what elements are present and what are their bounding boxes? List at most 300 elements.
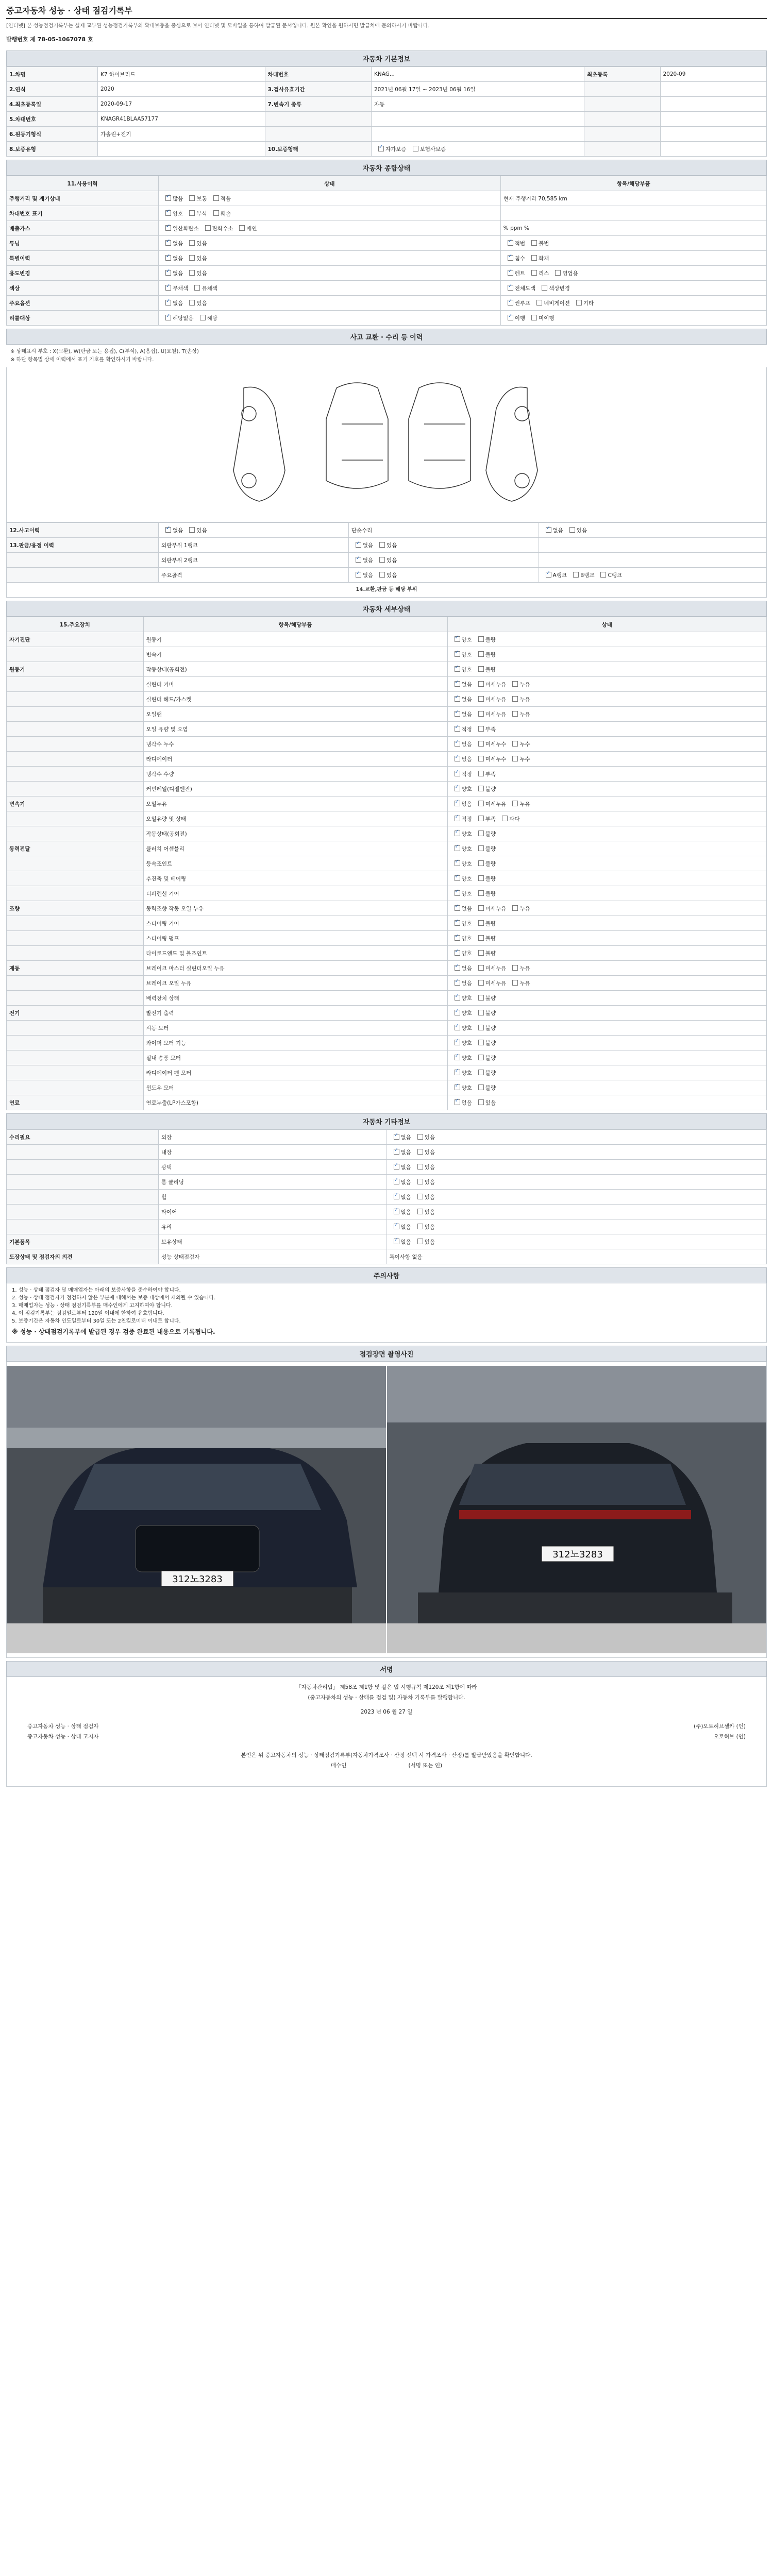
option-label: C랭크	[608, 572, 623, 579]
checkbox-icon	[546, 572, 551, 578]
table-cell	[7, 1145, 159, 1160]
table-cell: 브레이크 오일 누유	[143, 976, 447, 991]
option	[474, 1024, 496, 1032]
option	[209, 195, 231, 202]
checkbox-icon	[546, 527, 551, 533]
checkbox-icon	[455, 875, 460, 881]
checkbox-icon	[455, 771, 460, 776]
table-cell	[348, 553, 539, 568]
option-label: 이행	[514, 315, 526, 321]
option-label: 있음	[386, 542, 397, 549]
option-label: 양호	[461, 920, 472, 927]
option-label: 누수	[519, 741, 530, 748]
option	[413, 1163, 435, 1171]
checkbox-icon	[165, 240, 171, 246]
option	[413, 1178, 435, 1186]
option	[374, 145, 407, 153]
option	[375, 541, 397, 549]
option-label: 없음	[173, 527, 183, 534]
option	[450, 890, 472, 897]
table-cell	[447, 1065, 767, 1080]
option	[450, 950, 472, 957]
checkbox-icon	[478, 831, 484, 836]
option-label: 불량	[485, 920, 496, 927]
checkbox-icon	[417, 1194, 423, 1199]
checkbox-icon	[394, 1149, 399, 1155]
checkbox-icon	[455, 1010, 460, 1015]
option	[390, 1238, 411, 1246]
table-cell	[584, 112, 661, 127]
option-label: 양호	[461, 1055, 472, 1061]
table-cell: 용도변경	[7, 266, 159, 281]
option	[508, 755, 530, 763]
option	[413, 1223, 435, 1231]
table-row	[7, 976, 767, 991]
option	[474, 920, 496, 927]
checkbox-icon	[455, 696, 460, 702]
table-cell: 주요골격	[159, 568, 349, 583]
table-cell	[265, 112, 372, 127]
option-label: 적정	[461, 816, 472, 822]
option-label: 무채색	[173, 285, 189, 292]
table-row	[7, 901, 767, 916]
option	[450, 935, 472, 942]
option-label: 미세누유	[485, 980, 507, 987]
table-row	[7, 1205, 767, 1219]
table-cell	[447, 632, 767, 647]
checkbox-icon	[478, 920, 484, 926]
inspection-document	[6, 0, 767, 1787]
table-row	[7, 206, 767, 221]
option-label: 기타	[583, 300, 594, 307]
option	[498, 815, 519, 823]
option-label: 네비게이션	[544, 300, 570, 307]
checkbox-icon	[417, 1149, 423, 1155]
option-label: 미세누수	[485, 741, 507, 748]
sign-box	[6, 1677, 767, 1787]
option-label: 없음	[173, 255, 183, 262]
option	[161, 269, 183, 277]
option	[161, 255, 183, 262]
table-cell	[447, 782, 767, 796]
checkbox-icon	[455, 681, 460, 687]
option-label: A랭크	[552, 572, 567, 579]
option-label: 있음	[196, 240, 207, 247]
table-cell	[447, 647, 767, 662]
option-label: 영업용	[562, 270, 578, 277]
receipt-text: 본인은 위 중고자동차의 성능 · 상태점검기록부(자동차가격조사 · 산정 선택 시 가격조사 · 산정)를 발급받았음을 확인합니다.	[241, 1752, 532, 1758]
table-cell	[7, 946, 144, 961]
option	[390, 1148, 411, 1156]
option	[190, 284, 217, 292]
option-label: B랭크	[580, 572, 595, 579]
table-cell: 연료	[7, 1095, 144, 1110]
checkbox-icon	[478, 1025, 484, 1030]
option-label: 누유	[519, 980, 530, 987]
option	[390, 1223, 411, 1231]
checkbox-icon	[508, 240, 513, 246]
option-label: 적정	[461, 771, 472, 777]
option-label: 미세누유	[485, 681, 507, 688]
table-cell	[447, 1080, 767, 1095]
table-cell	[447, 1050, 767, 1065]
option	[474, 755, 507, 763]
checkbox-icon	[455, 741, 460, 747]
table-cell: 변속기	[7, 796, 144, 811]
table-cell	[447, 841, 767, 856]
checkbox-icon	[478, 756, 484, 761]
checkbox-icon	[478, 801, 484, 806]
checkbox-icon	[478, 875, 484, 881]
table-row	[7, 568, 767, 583]
table-cell: 실내 송풍 모터	[143, 1050, 447, 1065]
option-label: 훼손	[220, 210, 231, 217]
table-row	[7, 251, 767, 266]
table-cell	[539, 538, 767, 553]
checkbox-icon	[455, 831, 460, 836]
checkbox-icon	[455, 890, 460, 896]
table-cell: 3.검사유효기간	[265, 82, 372, 97]
checkbox-icon	[478, 950, 484, 956]
table-cell	[7, 991, 144, 1006]
table-cell: 자동	[372, 97, 584, 112]
table-cell	[539, 568, 767, 583]
option-label: 없음	[173, 300, 183, 307]
option	[161, 225, 199, 232]
table-row	[7, 722, 767, 737]
table-row	[7, 112, 767, 127]
table-cell	[500, 236, 766, 251]
table-cell: 타이로드엔드 및 볼조인트	[143, 946, 447, 961]
option-label: 없음	[461, 711, 472, 718]
table-cell	[447, 722, 767, 737]
option	[503, 284, 536, 292]
table-cell: 2020-09-17	[98, 97, 265, 112]
table-cell: KNAGR41BLAA57177	[98, 112, 265, 127]
checkbox-icon	[165, 210, 171, 216]
checkbox-icon	[379, 557, 385, 563]
table-cell	[7, 767, 144, 782]
table-cell: 단순수리	[348, 523, 539, 538]
table-cell	[386, 1234, 767, 1249]
option-label: 누유	[519, 801, 530, 807]
checkbox-icon	[165, 285, 171, 291]
checkbox-icon	[508, 300, 513, 306]
checkbox-icon	[455, 845, 460, 851]
table-cell	[7, 707, 144, 722]
table-cell	[159, 281, 501, 296]
option	[450, 681, 472, 688]
checkbox-icon	[508, 270, 513, 276]
table-cell: 보유상태	[159, 1234, 387, 1249]
option-label: 있음	[386, 557, 397, 564]
table-cell: 원동기	[7, 662, 144, 677]
option	[542, 527, 563, 534]
table-cell	[660, 142, 767, 157]
option	[413, 1133, 435, 1141]
option	[390, 1178, 411, 1186]
table-row	[7, 796, 767, 811]
checkbox-icon	[417, 1179, 423, 1184]
table-cell: 리콜대상	[7, 311, 159, 326]
option-label: 있음	[424, 1224, 435, 1230]
table-cell	[447, 976, 767, 991]
option-label: 침수	[514, 255, 526, 262]
option-label: 있음	[386, 572, 397, 579]
table-cell	[7, 856, 144, 871]
table-cell	[447, 1095, 767, 1110]
checkbox-icon	[455, 1070, 460, 1075]
checkbox-icon	[508, 315, 513, 320]
table-cell	[159, 266, 501, 281]
table-cell: 동력전달	[7, 841, 144, 856]
table-cell	[159, 296, 501, 311]
table-row	[7, 127, 767, 142]
option	[161, 284, 188, 292]
car-diagram	[6, 367, 767, 522]
option-label: 있음	[424, 1209, 435, 1215]
table-cell	[447, 856, 767, 871]
checkbox-icon	[455, 1040, 460, 1045]
table-row	[7, 1065, 767, 1080]
option	[474, 740, 507, 748]
table-cell: 내장	[159, 1145, 387, 1160]
option	[474, 979, 507, 987]
table-cell	[584, 127, 661, 142]
table-cell: 오일유량 및 상태	[143, 811, 447, 826]
table-header: 상태	[447, 617, 767, 632]
checkbox-icon	[189, 195, 195, 201]
table-row	[7, 991, 767, 1006]
checkbox-icon	[512, 696, 518, 702]
option-label: 과다	[509, 816, 520, 822]
option	[185, 210, 207, 217]
table-cell: 8.보증유형	[7, 142, 98, 157]
option	[474, 905, 507, 912]
table-cell	[447, 886, 767, 901]
option	[474, 875, 496, 883]
option	[450, 1024, 472, 1032]
table-cell: 스티어링 기어	[143, 916, 447, 931]
checkbox-icon	[189, 527, 195, 533]
section-overall-status: 자동차 종합상태	[6, 160, 767, 176]
option	[450, 725, 472, 733]
checkbox-icon	[189, 240, 195, 246]
option-label: 부식	[196, 210, 207, 217]
option	[185, 269, 207, 277]
checkbox-icon	[189, 210, 195, 216]
table-row	[7, 767, 767, 782]
option	[409, 145, 446, 153]
option-label: 양호	[461, 651, 472, 658]
checkbox-icon	[455, 995, 460, 1001]
option	[474, 651, 496, 658]
checkbox-icon	[356, 572, 361, 578]
overall-status-table	[6, 176, 767, 326]
option	[450, 964, 472, 972]
inspector-label: 중고자동차 성능 · 상태 점검자	[27, 1723, 99, 1730]
checkbox-icon	[502, 816, 508, 821]
checkbox-icon	[455, 756, 460, 761]
option	[527, 240, 549, 247]
option	[565, 527, 587, 534]
checkbox-icon	[455, 980, 460, 986]
option-label: 불량	[485, 666, 496, 673]
sign-date: 2023 년 06 월 27 일	[360, 1709, 413, 1715]
checkbox-icon	[478, 741, 484, 747]
option-label: 없음	[400, 1134, 411, 1141]
table-row	[7, 886, 767, 901]
option	[474, 666, 496, 673]
option-label: 있음	[424, 1239, 435, 1245]
option	[161, 527, 183, 534]
table-header: 항목/해당부품	[143, 617, 447, 632]
option-label: 없음	[362, 572, 374, 579]
checkbox-icon	[356, 542, 361, 548]
option-label: 양호	[461, 995, 472, 1002]
checkbox-icon	[455, 666, 460, 672]
section-detail-status: 자동차 세부상태	[6, 601, 767, 617]
table-cell	[7, 1160, 159, 1175]
table-cell	[660, 97, 767, 112]
front-photo	[7, 1366, 386, 1653]
table-cell	[7, 931, 144, 946]
table-cell	[159, 523, 349, 538]
checkbox-icon	[600, 572, 606, 578]
checkbox-icon	[455, 726, 460, 732]
table-cell	[7, 553, 159, 568]
option-label: 불량	[485, 1070, 496, 1076]
checkbox-icon	[165, 315, 171, 320]
table-cell: 색상	[7, 281, 159, 296]
table-row	[7, 142, 767, 157]
option	[551, 269, 578, 277]
table-cell: 차대번호 표기	[7, 206, 159, 221]
option	[537, 284, 570, 292]
option	[572, 299, 594, 307]
table-row	[7, 1145, 767, 1160]
table-row	[7, 1050, 767, 1065]
table-row	[7, 1190, 767, 1205]
option	[569, 571, 595, 579]
option-label: 보통	[196, 195, 207, 202]
checkbox-icon	[189, 270, 195, 276]
photo-row	[6, 1362, 767, 1658]
option-label: 있음	[424, 1179, 435, 1185]
option	[450, 920, 472, 927]
table-cell	[159, 191, 501, 206]
table-cell	[660, 82, 767, 97]
table-cell: 원동기	[143, 632, 447, 647]
table-cell: 2021년 06월 17일 ~ 2023년 06월 16일	[372, 82, 584, 97]
option-label: 불량	[485, 950, 496, 957]
checkbox-icon	[478, 980, 484, 986]
table-row	[7, 281, 767, 296]
table-cell	[7, 1021, 144, 1036]
table-cell: 스티어링 펌프	[143, 931, 447, 946]
option	[413, 1193, 435, 1201]
table-cell	[584, 97, 661, 112]
option-label: 유채색	[201, 285, 217, 292]
section-basic-info: 자동차 기본정보	[6, 50, 767, 66]
checkbox-icon	[478, 651, 484, 657]
table-cell	[386, 1130, 767, 1145]
checkbox-icon	[455, 950, 460, 956]
option-label: 미세누유	[485, 905, 507, 912]
option	[450, 845, 472, 853]
checkbox-icon	[455, 965, 460, 971]
table-cell: 룸 클리닝	[159, 1175, 387, 1190]
table-cell: 5.차대번호	[7, 112, 98, 127]
table-row	[7, 737, 767, 752]
option	[450, 1039, 472, 1047]
table-cell	[584, 82, 661, 97]
checkbox-icon	[189, 255, 195, 261]
option	[375, 571, 397, 579]
table-row	[7, 1175, 767, 1190]
table-cell: 제동	[7, 961, 144, 976]
option	[161, 195, 183, 202]
table-cell: 냉각수 누수	[143, 737, 447, 752]
option	[474, 964, 507, 972]
option	[527, 255, 549, 262]
option	[474, 950, 496, 957]
checkbox-icon	[455, 1055, 460, 1060]
table-cell	[447, 662, 767, 677]
checkbox-icon	[478, 905, 484, 911]
table-row	[7, 1021, 767, 1036]
option	[161, 299, 183, 307]
caution-line: 3. 매매업자는 성능 · 상태 점검기록부를 매수인에게 고지하여야 합니다.	[12, 1303, 173, 1309]
table-cell	[98, 142, 265, 157]
checkbox-icon	[576, 300, 582, 306]
table-row	[7, 811, 767, 826]
table-cell: 작동상태(공회전)	[143, 662, 447, 677]
checkbox-icon	[478, 666, 484, 672]
table-cell	[386, 1205, 767, 1219]
checkbox-icon	[478, 816, 484, 821]
table-cell: 브레이크 마스터 실린더오일 누유	[143, 961, 447, 976]
table-cell	[159, 221, 501, 236]
document-number: 발행번호 제 78-05-1067078 호	[6, 36, 93, 43]
option	[508, 964, 530, 972]
table-cell	[7, 647, 144, 662]
option	[450, 1054, 472, 1062]
option	[235, 225, 257, 232]
table-cell	[447, 1006, 767, 1021]
option-label: 없음	[461, 801, 472, 807]
table-row	[7, 311, 767, 326]
table-cell	[500, 281, 766, 296]
section-etc-info: 자동차 기타정보	[6, 1113, 767, 1129]
table-cell: 도장상태 및 점검자의 의견	[7, 1249, 159, 1264]
option	[413, 1148, 435, 1156]
table-cell	[500, 296, 766, 311]
option-label: 불량	[485, 636, 496, 643]
option-label: 없음	[400, 1149, 411, 1156]
table-cell	[386, 1175, 767, 1190]
option	[390, 1133, 411, 1141]
table-cell	[447, 901, 767, 916]
table-row	[7, 1219, 767, 1234]
option	[201, 225, 233, 232]
table-header: 상태	[159, 176, 501, 191]
option	[196, 314, 217, 322]
table-cell	[386, 1219, 767, 1234]
table-cell: 6.원동기형식	[7, 127, 98, 142]
table-row	[7, 82, 767, 97]
checkbox-icon	[455, 1084, 460, 1090]
